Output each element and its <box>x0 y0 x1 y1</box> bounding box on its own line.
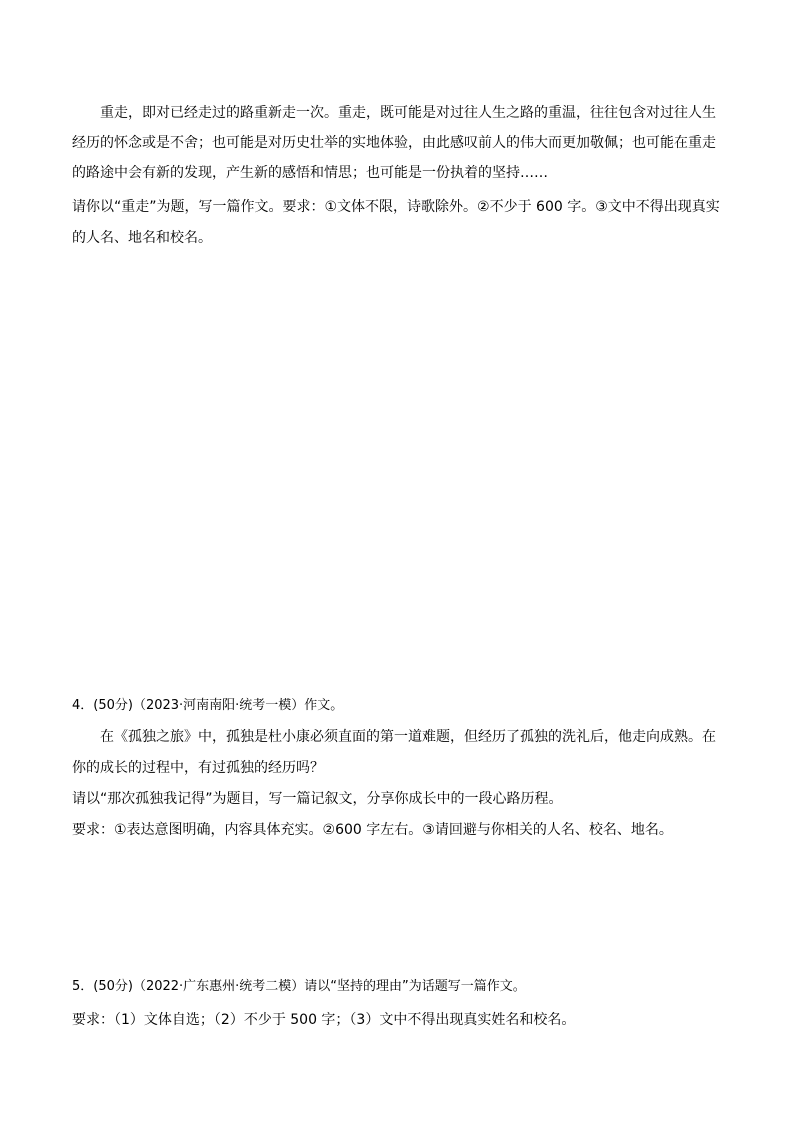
q5-header: 5．(50分)（2022·广东惠州·统考二模）请以“坚持的理由”为话题写一篇作文。 <box>72 979 526 994</box>
q5-requirements: 要求：（1）文体自选；（2）不少于 500 字；（3）文中不得出现真实姓名和校名。 <box>72 1012 576 1028</box>
q3-requirement-line-2: 的人名、地名和校名。 <box>72 230 212 246</box>
q3-prompt-line-2: 经历的怀念或是不舍；也可能是对历史壮举的实地体验，由此感叹前人的伟大而更加敬佩；也可能在重走 <box>72 135 716 151</box>
q4-instruction: 请以“那次孤独我记得”为题目，写一篇记叙文，分享你成长中的一段心路历程。 <box>72 791 563 807</box>
q3-requirement-line-1: 请你以“重走”为题，写一篇作文。要求：①文体不限，诗歌除外。②不少于 600 字。③文中不得出现真实 <box>72 199 720 215</box>
q4-header: 4．(50分)（2023·河南南阳·统考一模）作文。 <box>72 698 344 713</box>
q4-prompt-line-2: 你的成长的过程中，有过孤独的经历吗？ <box>72 760 324 776</box>
q3-prompt-line-3: 的路途中会有新的发现，产生新的感悟和情思；也可能是一份执着的坚持…… <box>72 165 548 181</box>
q4-prompt-line-1: 在《孤独之旅》中，孤独是杜小康必须直面的第一道难题，但经历了孤独的洗礼后，他走向成熟。在 <box>100 729 716 745</box>
q4-requirements: 要求：①表达意图明确，内容具体充实。②600 字左右。③请回避与你相关的人名、校名、地名。 <box>72 822 673 838</box>
q3-prompt-line-1: 重走，即对已经走过的路重新走一次。重走，既可能是对过往人生之路的重温，往往包含对过往人生 <box>100 105 716 121</box>
